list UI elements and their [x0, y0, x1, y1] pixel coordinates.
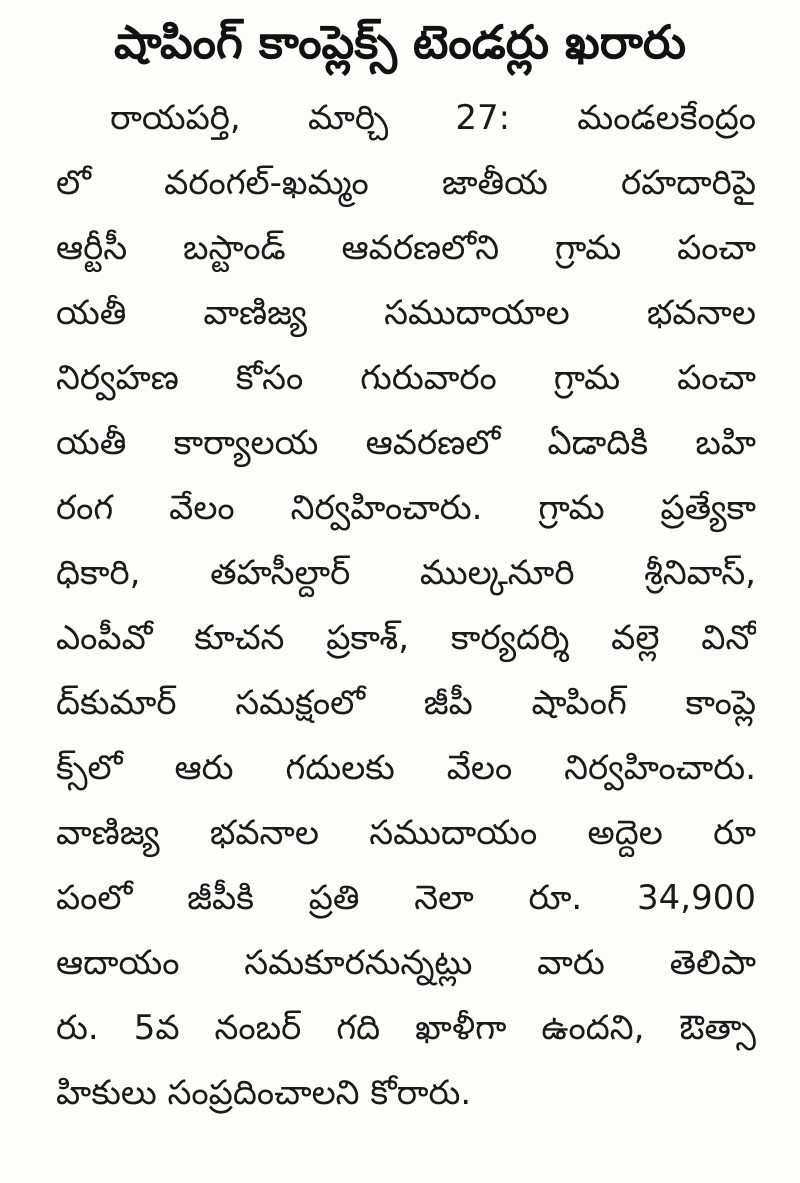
- article-line: యతీ వాణిజ్య సముదాయాల భవనాల: [56, 293, 756, 333]
- article-line: యతీ కార్యాలయ ఆవరణలో ఏడాదికి బహి: [56, 423, 756, 463]
- article-line: నిర్వహణ కోసం గురువారం గ్రామ పంచా: [56, 358, 756, 398]
- article-line: పంలో జీపీకి ప్రతి నెలా రూ. 34,900: [56, 878, 756, 918]
- article-line: రంగ వేలం నిర్వహించారు. గ్రామ ప్రత్యేకా: [56, 488, 756, 528]
- article-line: ద్‌కుమార్ సమక్షంలో జీపీ షాపింగ్ కాంప్లె: [56, 683, 756, 723]
- article-line: వాణిజ్య భవనాల సముదాయం అద్దెల రూ: [56, 813, 756, 853]
- article-line: హికులు సంప్రదించాలని కోరారు.: [56, 1073, 472, 1113]
- article-body: [56, 86, 756, 1126]
- article-headline: షాపింగ్ కాంప్లెక్స్ టెండర్లు ఖరారు: [113, 15, 687, 69]
- article-line: ఆర్టీసీ బస్టాండ్ ఆవరణలోని గ్రామ పంచా: [56, 228, 756, 268]
- article-line: రాయపర్తి, మార్చి 27: మండలకేంద్రం: [110, 98, 756, 138]
- article-line: ఆదాయం సమకూరనున్నట్లు వారు తెలిపా: [56, 943, 756, 983]
- article-line: క్స్‌లో ఆరు గదులకు వేలం నిర్వహించారు.: [56, 748, 756, 788]
- article-line: ధికారి, తహసీల్దార్ ముల్కనూరి శ్రీనివాస్,: [56, 553, 756, 593]
- article-line: రు. 5వ నంబర్ గది ఖాళీగా ఉందని, ఔత్సా: [56, 1008, 756, 1048]
- article-line: లో వరంగల్-ఖమ్మం జాతీయ రహదారిపై: [56, 163, 756, 203]
- article-line: ఎంపీవో కూచన ప్రకాశ్, కార్యదర్శి వల్లె వినో: [56, 618, 756, 658]
